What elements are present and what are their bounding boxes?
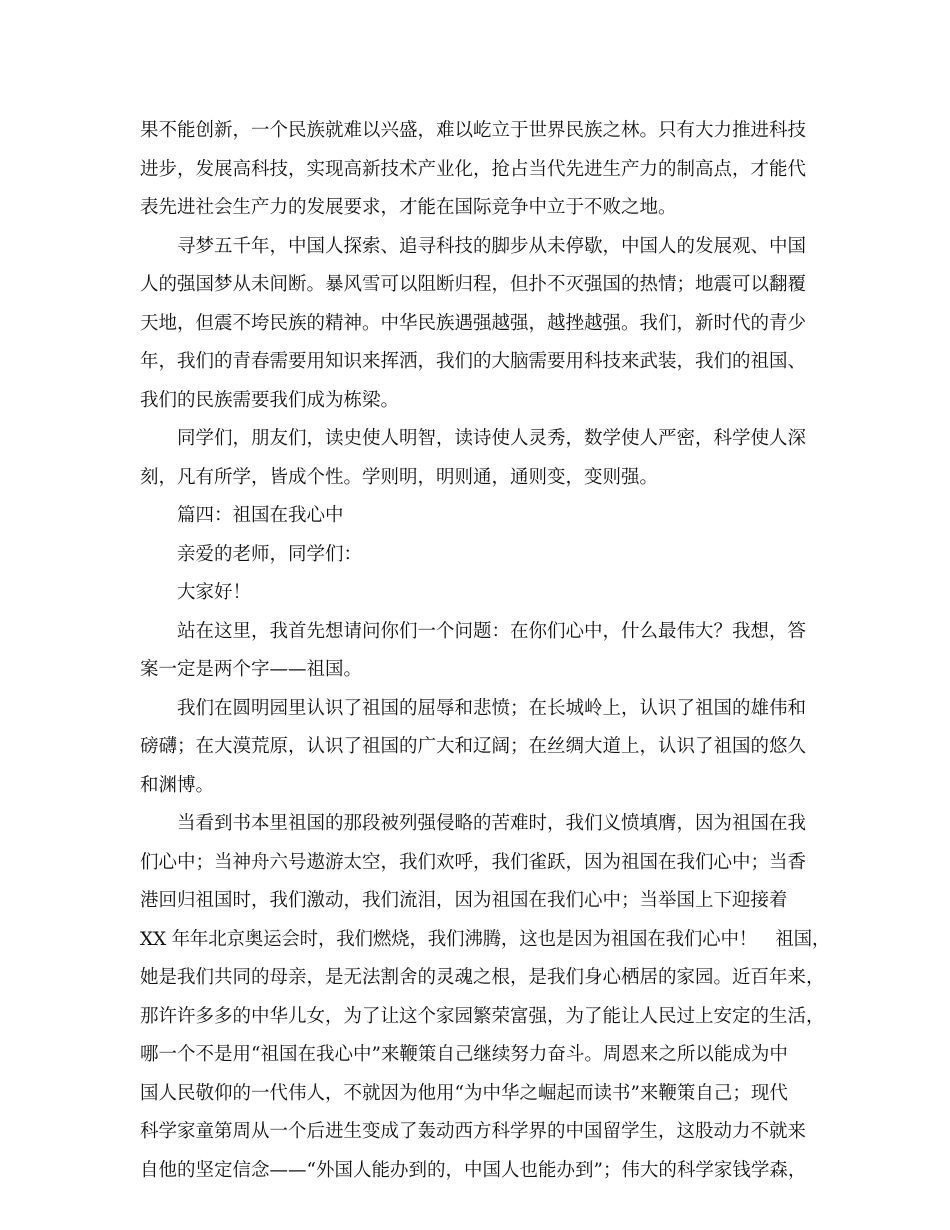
text-line: 同学们，朋友们，读史使人明智，读诗使人灵秀，数学使人严密，科学使人深	[177, 428, 807, 449]
text-line: 篇四：祖国在我心中	[177, 505, 344, 526]
text-line: 那许许多多的中华儿女，为了让这个家园繁荣富强，为了能让人民过上安定的生活，	[140, 1005, 825, 1027]
text-line: 自他的坚定信念——“外国人能办到的，中国人也能办到”；伟大的科学家钱学森，	[140, 1159, 807, 1181]
text-line: 们心中；当神舟六号遨游太空，我们欢呼，我们雀跃，因为祖国在我们心中；当香	[140, 851, 807, 873]
text-line: 当看到书本里祖国的那段被列强侵略的苦难时，我们义愤填膺，因为祖国在我	[177, 813, 807, 834]
text-line: 我们的民族需要我们成为栋梁。	[140, 389, 400, 411]
text-line: 磅礴；在大漠荒原，认识了祖国的广大和辽阔；在丝绸大道上，认识了祖国的悠久	[140, 736, 807, 757]
text-line: 科学家童第周从一个后进生变成了轰动西方科学界的中国留学生，这股动力不就来	[140, 1121, 807, 1142]
text-line: 人的强国梦从未间断。暴风雪可以阻断归程，但扑不灭强国的热情；地震可以翻覆	[140, 274, 807, 295]
text-line: XX 年年北京奥运会时，我们燃烧，我们沸腾，这也是因为祖国在我们心中！ 祖国，	[140, 928, 831, 950]
text-line: 亲爱的老师，同学们：	[177, 543, 363, 565]
paragraph	[140, 497, 830, 536]
paragraph	[140, 228, 830, 421]
paragraph	[140, 613, 830, 690]
paragraph	[140, 420, 830, 497]
paragraph	[140, 112, 830, 228]
paragraph	[140, 536, 830, 575]
text-line: 她是我们共同的母亲，是无法割舍的灵魂之根，是我们身心栖居的家园。近百年来，	[140, 967, 825, 988]
text-line: 年，我们的青春需要用知识来挥洒，我们的大脑需要用科技来武装，我们的祖国、	[140, 351, 807, 372]
text-line: 果不能创新，一个民族就难以兴盛，难以屹立于世界民族之林。只有大力推进科技	[140, 120, 807, 141]
text-line: 表先进社会生产力的发展要求，才能在国际竞争中立于不败之地。	[140, 197, 677, 218]
paragraph	[140, 574, 830, 613]
body-text	[140, 112, 830, 1190]
text-line: 天地，但震不垮民族的精神。中华民族遇强越强，越挫越强。我们，新时代的青少	[140, 312, 807, 334]
text-line: 寻梦五千年，中国人探索、追寻科技的脚步从未停歇，中国人的发展观、中国	[177, 235, 807, 257]
text-line: 大家好！	[177, 582, 252, 603]
text-line: 国人民敬仰的一代伟人，不就因为他用“为中华之崛起而读书”来鞭策自己；现代	[140, 1082, 788, 1104]
text-line: 案一定是两个字——祖国。	[140, 659, 363, 680]
text-line: 和渊博。	[140, 774, 215, 796]
paragraph	[140, 805, 830, 1190]
text-line: 刻，凡有所学，皆成个性。学则明，明则通，通则变，变则强。	[140, 466, 659, 488]
text-line: 我们在圆明园里认识了祖国的屈辱和悲愤；在长城岭上，认识了祖国的雄伟和	[177, 697, 807, 719]
text-line: 进步，发展高科技，实现高新技术产业化，抢占当代先进生产力的制高点，才能代	[140, 158, 807, 180]
text-line: 哪一个不是用“祖国在我心中”来鞭策自己继续努力奋斗。周恩来之所以能成为中	[140, 1044, 788, 1065]
paragraph	[140, 690, 830, 806]
text-line: 港回归祖国时，我们激动，我们流泪，因为祖国在我们心中；当举国上下迎接着	[140, 890, 788, 911]
text-line: 站在这里，我首先想请问你们一个问题：在你们心中，什么最伟大？我想，答	[177, 620, 807, 642]
